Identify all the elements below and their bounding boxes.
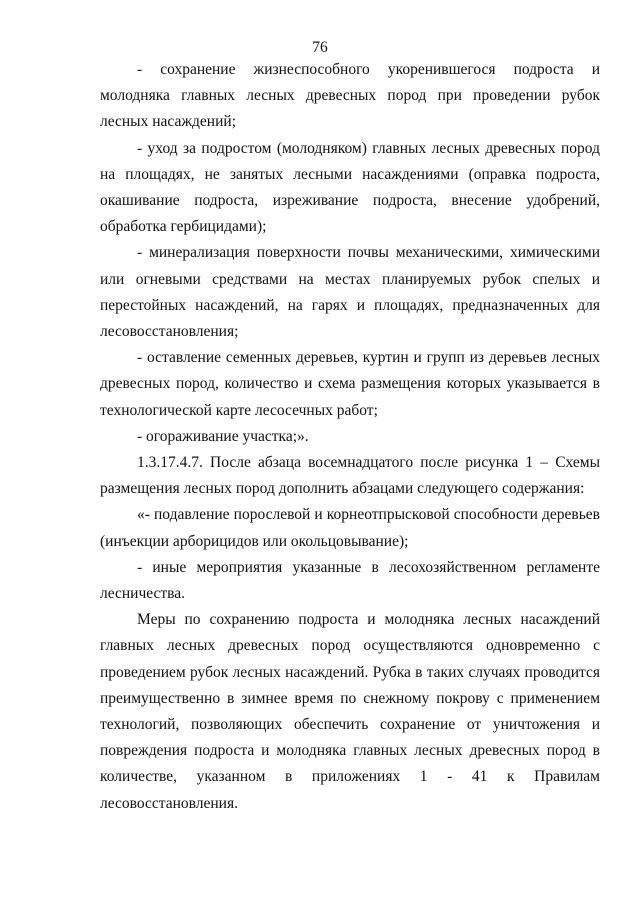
paragraph-5: - огораживание участка;». <box>137 427 309 445</box>
document-body <box>100 57 600 817</box>
paragraph-4: - оставление семенных деревьев, куртин и групп из деревьев лесных древесных пород, количество и схема размещения которых указывается в технологической карте лесосечных работ; <box>100 349 600 419</box>
paragraph-6: 1.3.17.4.7. После абзаца восемнадцатого после рисунка 1 – Схемы размещения лесных пород дополнить абзацами следующего содержания: <box>100 454 600 498</box>
paragraph-7: «- подавление порослевой и корнеотпрысковой способности деревьев (инъекции арборицидов или окольцовывание); <box>100 506 600 550</box>
paragraph-9: Меры по сохранению подроста и молодняка лесных насаждений главных лесных древесных пород осуществляются одновременно с проведением рубок лесных насаждений. Рубка в таких случаях проводится преимущественно в зимнее время по снежному покрову с применением технологий, позволяющих обеспечить сохранение от уничтожения и повреждения подроста и молодняка главных лесных древесных пород в количестве, указанном в приложениях 1 - 41 к Правилам лесовосстановления. <box>100 611 600 812</box>
paragraph-3: - минерализация поверхности почвы механическими, химическими или огневыми средствами на местах планируемых рубок спелых и перестойных насаждений, на гарях и площадях, предназначенных для лесовосстановления; <box>100 244 600 341</box>
paragraph-2: - уход за подростом (молодняком) главных лесных древесных пород на площадях, не занятых лесными насаждениями (оправка подроста, окашивание подроста, изреживание подроста, внесение удобрений, обработка гербицидами); <box>100 139 600 236</box>
page-number: 76 <box>312 39 328 56</box>
paragraph-8: - иные мероприятия указанные в лесохозяйственном регламенте лесничества. <box>100 558 600 603</box>
paragraph-1: - сохранение жизнеспособного укоренившегося подроста и молодняка главных лесных древесных пород при проведении рубок лесных насаждений; <box>100 61 600 131</box>
